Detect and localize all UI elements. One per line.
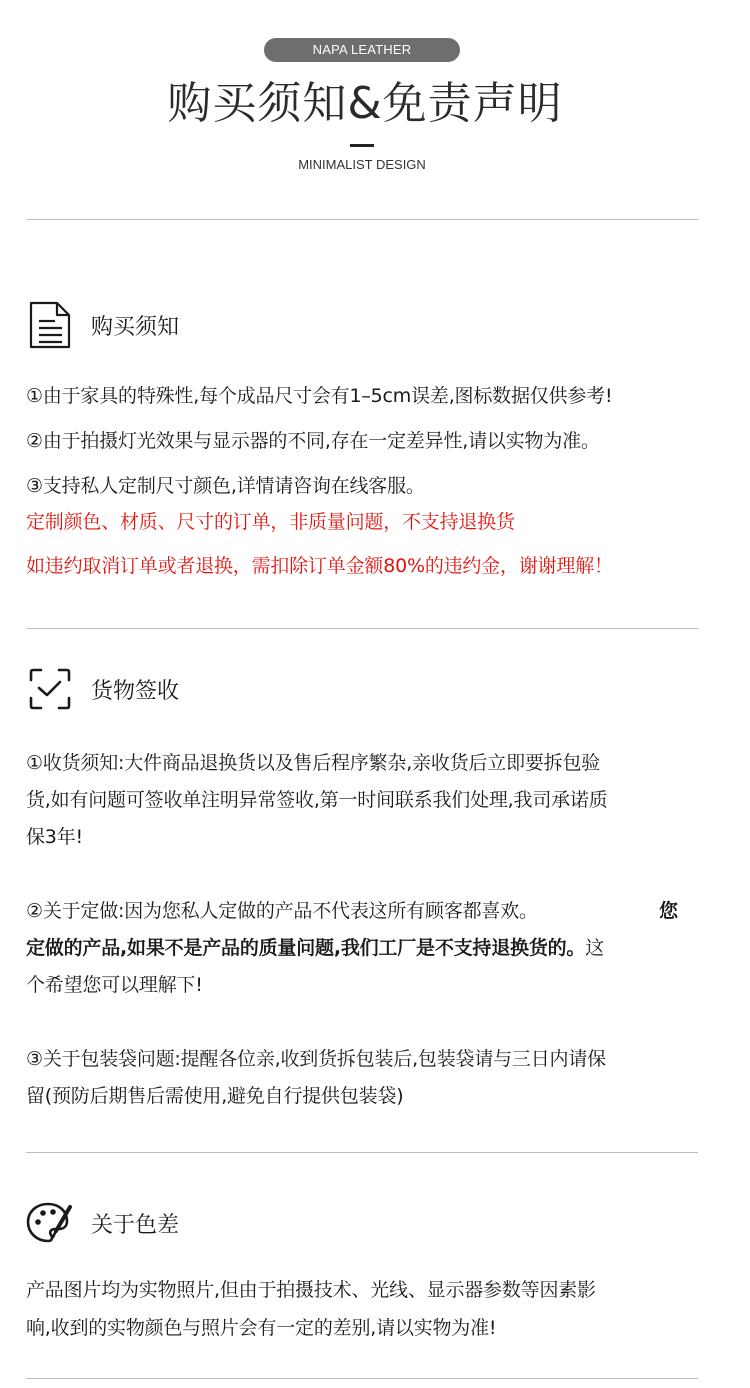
notice-line: ②由于拍摄灯光效果与显示器的不同,存在一定差异性,请以实物为准。	[26, 430, 600, 452]
section-header-color-difference	[26, 1198, 179, 1248]
section-title: 关于色差	[91, 1212, 180, 1238]
custom-order-line	[26, 893, 706, 930]
divider	[26, 1152, 698, 1153]
document-icon	[26, 301, 74, 349]
section-header-purchase-notice	[26, 300, 179, 350]
packaging-line: ③关于包装袋问题:提醒各位亲,收到货拆包装后,包装袋请与三日内请保	[26, 1048, 606, 1070]
color-difference-body	[26, 1271, 706, 1347]
palette-icon	[26, 1199, 74, 1247]
receipt-line: 保3年!	[26, 826, 83, 848]
divider	[26, 628, 698, 629]
title-underline	[350, 144, 374, 147]
custom-order-text: 这	[585, 937, 605, 959]
custom-order-emphasis: 您	[659, 900, 678, 922]
color-line: 响,收到的实物颜色与照片会有一定的差别,请以实物为准!	[26, 1317, 497, 1339]
warning-line: 如违约取消订单或者退换，需扣除订单金额80%的违约金，谢谢理解！	[26, 555, 613, 577]
notice-line: ③支持私人定制尺寸颜色,详情请咨询在线客服。	[26, 475, 425, 497]
receipt-line: 货,如有问题可签收单注明异常签收,第一时间联系我们处理,我司承诺质	[26, 789, 608, 811]
packaging-line: 留(预防后期售后需使用,避免自行提供包装袋)	[26, 1085, 404, 1107]
badge-napa-leather: NAPA LEATHER	[264, 38, 460, 62]
custom-order-text: ②关于定做:因为您私人定做的产品不代表这所有顾客都喜欢。	[26, 900, 538, 922]
notice-line: ①由于家具的特殊性,每个成品尺寸会有1–5cm误差,图标数据仅供参考!	[26, 385, 613, 407]
warning-line: 定制颜色、材质、尺寸的订单，非质量问题，不支持退换货	[26, 511, 515, 533]
custom-order-line	[26, 930, 706, 967]
section-title: 货物签收	[91, 678, 180, 704]
scan-check-icon	[26, 665, 74, 713]
section-title: 购买须知	[91, 314, 180, 340]
section-header-receipt	[26, 664, 179, 714]
receipt-line: ①收货须知:大件商品退换货以及售后程序繁杂,亲收货后立即要拆包验	[26, 752, 601, 774]
color-line: 产品图片均为实物照片,但由于拍摄技术、光线、显示器参数等因素影	[26, 1279, 596, 1301]
page-subtitle: MINIMALIST DESIGN	[298, 157, 426, 172]
divider	[26, 1378, 698, 1379]
custom-order-line: 个希望您可以理解下!	[26, 974, 203, 996]
receipt-body	[26, 745, 706, 1115]
page-title: 购买须知&免责声明	[167, 78, 563, 129]
purchase-notice-body	[26, 378, 706, 584]
divider	[26, 219, 698, 220]
no-return-emphasis: 定做的产品,如果不是产品的质量问题,我们工厂是不支持退换货的。	[26, 937, 586, 959]
